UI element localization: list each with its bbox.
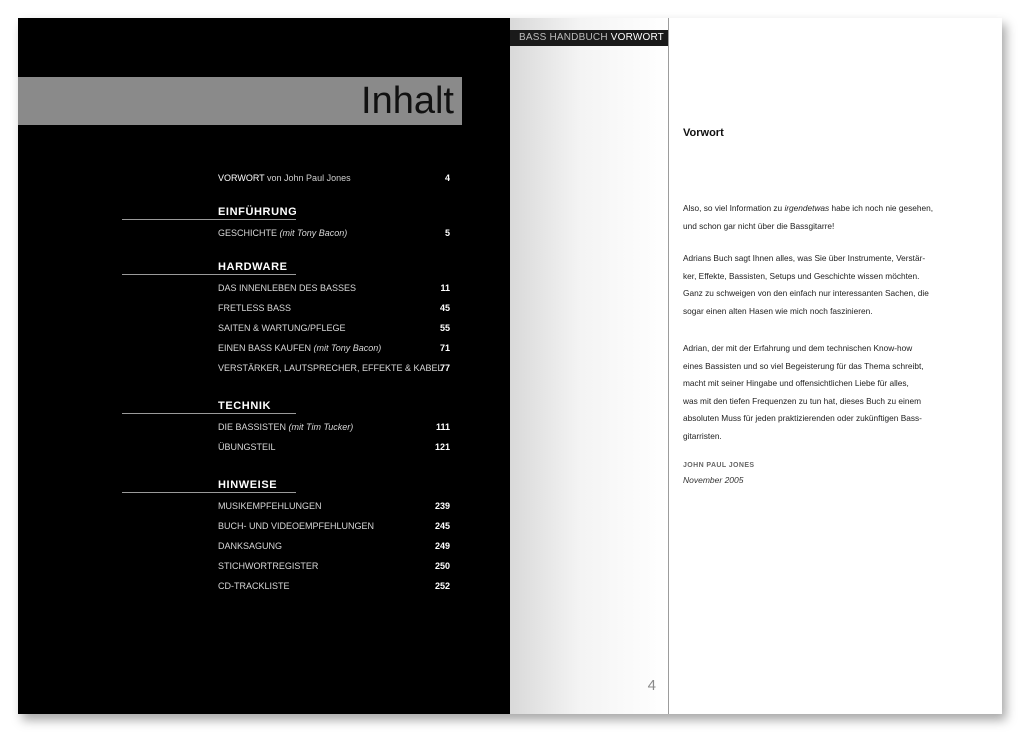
toc-page-number: 5: [444, 228, 450, 238]
toc-page-number: 11: [440, 283, 450, 293]
paragraph-line: absoluten Muss für jeden praktizierenden oder zukünftigen Bass-: [683, 413, 922, 423]
foreword-page: [669, 18, 1002, 714]
toc-page-number: 111: [435, 422, 450, 432]
paragraph-line: Also, so viel Information zu irgendetwas habe ich noch nie gesehen,: [683, 203, 933, 213]
toc-entry-label: GESCHICHTE (mit Tony Bacon): [218, 228, 348, 238]
toc-page-number: 252: [434, 581, 450, 591]
toc-page-number: 55: [439, 323, 450, 333]
paragraph-line: eines Bassisten und so viel Begeisterung für das Thema schreibt,: [683, 360, 924, 371]
toc-section-heading: HARDWARE: [218, 261, 288, 273]
foreword-paragraph: [683, 200, 963, 235]
running-header-book: BASS HANDBUCH: [519, 32, 608, 43]
toc-page-number: 71: [439, 343, 450, 353]
toc-entry-label: BUCH- UND VIDEOEMPFEHLUNGEN: [218, 521, 375, 531]
table-of-contents: [18, 18, 510, 714]
running-header: [510, 30, 668, 46]
toc-page-number: 239: [434, 501, 450, 511]
foreword-paragraph: [683, 340, 963, 445]
toc-entry-label: MUSIKEMPFEHLUNGEN: [218, 501, 322, 511]
contents-page: [18, 18, 510, 714]
toc-entry-label: CD-TRACKLISTE: [218, 581, 290, 591]
toc-section-heading: TECHNIK: [218, 400, 272, 412]
toc-section-heading: EINFÜHRUNG: [218, 206, 298, 218]
paragraph-line: Ganz zu schweigen von den einfach nur interessanten Sachen, die: [683, 288, 929, 298]
section-rule: [122, 492, 296, 493]
toc-entry-label: DANKSAGUNG: [218, 541, 283, 551]
toc-entry-label: FRETLESS BASS: [218, 303, 292, 313]
foreword-title: Vorwort: [683, 127, 724, 139]
toc-page-number: 77: [439, 363, 450, 373]
toc-entry-label: DAS INNENLEBEN DES BASSES: [218, 283, 357, 293]
toc-entry-label: ÜBUNGSTEIL: [218, 442, 276, 452]
contents-title: Inhalt: [361, 80, 454, 122]
toc-entry-label: STICHWORTREGISTER: [218, 561, 319, 571]
toc-entry-label: SAITEN & WARTUNG/PFLEGE: [218, 323, 346, 333]
header-strip: [510, 18, 668, 714]
section-rule: [122, 413, 296, 414]
book-spread: [18, 18, 1002, 714]
foreword-paragraph: [683, 250, 963, 320]
section-rule: [122, 219, 296, 220]
paragraph-line: ker, Effekte, Bassisten, Setups und Geschichte wissen möchten.: [683, 270, 920, 281]
paragraph-line: Adrians Buch sagt Ihnen alles, was Sie über Instrumente, Verstär-: [683, 253, 926, 263]
paragraph-line: Adrian, der mit der Erfahrung und dem technischen Know-how: [683, 343, 913, 353]
toc-entry-label: EINEN BASS KAUFEN (mit Tony Bacon): [218, 343, 382, 353]
section-rule: [122, 274, 296, 275]
toc-page-number: 245: [434, 521, 450, 531]
page-number: 4: [647, 677, 656, 694]
toc-entry-label: VERSTÄRKER, LAUTSPRECHER, EFFEKTE & KABEL: [218, 363, 443, 373]
toc-page-number: 4: [444, 173, 450, 183]
toc-page-number: 249: [434, 541, 450, 551]
paragraph-line: gitarristen.: [683, 430, 722, 441]
toc-section-heading: HINWEISE: [218, 479, 278, 491]
toc-entry-label: DIE BASSISTEN (mit Tim Tucker): [218, 422, 354, 432]
toc-page-number: 121: [434, 442, 450, 452]
running-header-chapter: VORWORT: [610, 32, 664, 43]
signature-date: November 2005: [683, 475, 744, 485]
toc-entry-label: VORWORT von John Paul Jones: [218, 173, 351, 183]
toc-page-number: 45: [439, 303, 450, 313]
paragraph-line: und schon gar nicht über die Bassgitarre!: [683, 220, 835, 231]
signature-name: JOHN PAUL JONES: [683, 462, 755, 469]
paragraph-line: was mit den tiefen Frequenzen zu tun hat, dieses Buch zu einem: [683, 395, 921, 406]
toc-page-number: 250: [434, 561, 450, 571]
paragraph-line: sogar einen alten Hasen wie mich noch faszinieren.: [683, 305, 873, 316]
paragraph-line: macht mit seiner Hingabe und offensichtlichen Liebe für alles,: [683, 378, 909, 388]
